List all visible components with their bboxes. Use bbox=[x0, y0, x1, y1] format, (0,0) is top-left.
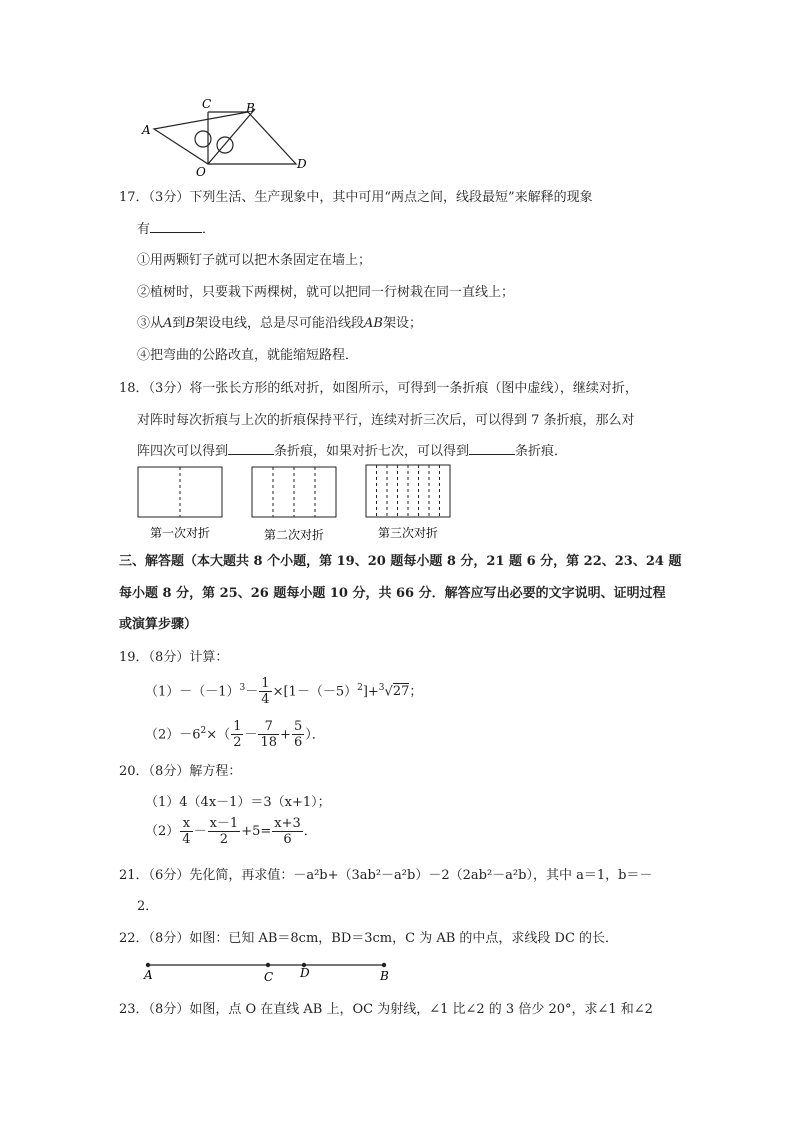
q22-label-b: B bbox=[380, 969, 389, 983]
q17-opt3-a: ③从 bbox=[137, 316, 164, 331]
q18-line1 bbox=[119, 377, 638, 396]
segment-ob bbox=[208, 109, 255, 164]
q17-number: 17．（3分） bbox=[119, 190, 190, 205]
figure-parallelogram bbox=[130, 94, 320, 179]
q19-part2 bbox=[145, 714, 325, 752]
q17-answer-blank[interactable] bbox=[150, 220, 202, 233]
q19-p1-num: 1 bbox=[261, 676, 270, 692]
q22-point-a bbox=[146, 963, 150, 967]
q20-header bbox=[119, 760, 241, 779]
label-b: B bbox=[246, 101, 255, 115]
q19-p2-n3: 5 bbox=[293, 719, 303, 735]
q17-text2a: 有 bbox=[137, 222, 151, 237]
q19-p1-mid: ×[1－（－5） bbox=[272, 684, 358, 700]
section3-heading-line1: 三、解答题（本大题共 8 个小题，第 19、20 题每小题 8 分，21 题 6 分，第 22、23、24 题 bbox=[119, 554, 682, 569]
q20-p2-mid: +5= bbox=[241, 824, 272, 839]
q19-part1 bbox=[145, 671, 422, 709]
q19-header bbox=[119, 646, 228, 665]
q22-segment-figure bbox=[138, 955, 398, 985]
label-d: D bbox=[297, 157, 307, 171]
q20-p2-fraction-3 bbox=[272, 816, 303, 847]
q19-p2-op2: + bbox=[280, 727, 291, 743]
q17-option-4: ④把弯曲的公路改直，就能缩短路程． bbox=[137, 348, 359, 363]
q20-p2-fraction-2 bbox=[208, 816, 241, 847]
q19-p2-d3: 6 bbox=[293, 735, 303, 751]
q20-p2-n3: x+3 bbox=[274, 816, 301, 831]
circle-left bbox=[195, 131, 211, 147]
q17-text1: 下列生活、生产现象中，其中可用“两点之间，线段最短”来解释的现象 bbox=[189, 190, 593, 205]
q17-option-1: ①用两颗钉子就可以把木条固定在墙上； bbox=[137, 253, 372, 268]
q17-opt3-b: 到 bbox=[172, 316, 186, 331]
q17-opt3-c: 架设电线，总是尽可能沿线段 bbox=[194, 316, 364, 331]
q19-p2-times: ×（ bbox=[206, 727, 231, 743]
q20-p2-n2: x－1 bbox=[209, 816, 239, 831]
q17-option-3 bbox=[137, 312, 422, 331]
q18-text3c: 条折痕． bbox=[515, 444, 568, 459]
q18-line3 bbox=[137, 440, 567, 459]
q19-p1-end: ； bbox=[409, 684, 423, 700]
q19-p2-op1: － bbox=[244, 727, 258, 743]
q19-p1-exp: 3 bbox=[239, 683, 246, 693]
q22-label-a: A bbox=[144, 968, 153, 982]
q23-line bbox=[119, 998, 653, 1017]
q19-p1-den: 4 bbox=[261, 692, 270, 708]
q17-line2 bbox=[137, 218, 215, 237]
q19-p2-end: ）． bbox=[305, 727, 325, 743]
q20-part2 bbox=[145, 815, 317, 849]
label-a: A bbox=[142, 123, 151, 137]
q20-p2-prefix: （2） bbox=[145, 824, 180, 839]
q18-line2: 对阵时每次折痕与上次的折痕保持平行，连续对折三次后，可以得到 7 条折痕，那么对 bbox=[137, 413, 635, 428]
q17-opt3-point-b: B bbox=[185, 316, 195, 331]
q17-option-2: ②植树时，只要栽下两棵树，就可以把同一行树栽在同一直线上； bbox=[137, 285, 515, 300]
q18-text3b: 条折痕，如果对折七次，可以得到 bbox=[274, 444, 470, 459]
q18-blank-2[interactable] bbox=[469, 442, 515, 455]
q19-p1-radicand: 27 bbox=[392, 684, 410, 700]
q20-title: 解方程： bbox=[189, 764, 242, 779]
q23-number: 23．（8分） bbox=[119, 1002, 190, 1017]
radical-sign: √ bbox=[384, 684, 393, 700]
q17-text2b: ． bbox=[202, 222, 216, 237]
q19-p2-n2: 7 bbox=[258, 719, 279, 735]
q19-p1-minus: － bbox=[245, 684, 259, 700]
label-c: C bbox=[202, 97, 212, 111]
q19-p2-prefix: （2）－6 bbox=[145, 727, 201, 743]
q18-blank-1[interactable] bbox=[228, 442, 274, 455]
q17-opt3-segment: AB bbox=[364, 316, 383, 331]
q17-opt3-point-a: A bbox=[163, 316, 173, 331]
q19-p1-close: ]+ bbox=[362, 684, 379, 700]
fold-figures bbox=[130, 463, 460, 543]
q19-p2-d1: 2 bbox=[233, 735, 242, 751]
q20-p2-end: ． bbox=[303, 824, 317, 839]
q22-line bbox=[119, 927, 618, 946]
q18-text1: 将一张长方形的纸对折，如图所示，可得到一条折痕（图中虚线），继续对折， bbox=[189, 381, 638, 396]
q20-p2-d1: 4 bbox=[182, 832, 191, 847]
q18-text3a: 阵四次可以得到 bbox=[137, 444, 229, 459]
q19-p2-fraction-1 bbox=[231, 719, 243, 750]
q19-p1-root-index: 3 bbox=[378, 683, 385, 693]
q21-line2: 2． bbox=[137, 899, 159, 914]
q22-label-d: D bbox=[300, 966, 310, 980]
q19-number: 19．（8分） bbox=[119, 650, 190, 665]
q22-point-b bbox=[382, 963, 386, 967]
parallelogram-shape bbox=[154, 112, 296, 164]
q21-number: 21．（6分） bbox=[119, 868, 190, 883]
fold-caption-1: 第一次对折 bbox=[150, 526, 211, 540]
q20-p2-d2: 2 bbox=[219, 832, 229, 847]
q19-p1-fraction bbox=[259, 676, 271, 707]
q23-text: 如图，点 O 在直线 AB 上，OC 为射线，∠1 比∠2 的 3 倍少 20°，求∠1 和∠2 bbox=[189, 1002, 653, 1017]
q20-p2-fraction-1 bbox=[180, 816, 192, 847]
q19-title: 计算： bbox=[189, 650, 229, 665]
q22-number: 22．（8分） bbox=[119, 931, 190, 946]
q18-number: 18．（3分） bbox=[119, 381, 190, 396]
q22-label-c: C bbox=[264, 970, 274, 984]
q19-p1-prefix: （1）－（－1） bbox=[145, 684, 240, 700]
q17-opt3-d: 架设； bbox=[382, 316, 422, 331]
fold-caption-2: 第二次对折 bbox=[264, 528, 325, 542]
q19-p2-exp: 2 bbox=[200, 726, 207, 736]
q17-line1 bbox=[119, 186, 593, 205]
q20-p2-d3: 6 bbox=[283, 832, 292, 847]
q22-point-c bbox=[266, 963, 270, 967]
fold-caption-3: 第三次对折 bbox=[378, 526, 439, 540]
q22-text: 如图：已知 AB＝8cm，BD＝3cm，C 为 AB 的中点，求线段 DC 的长． bbox=[189, 931, 619, 946]
q19-p2-fraction-2 bbox=[258, 719, 279, 750]
q20-number: 20．（8分） bbox=[119, 764, 190, 779]
q19-p1-exp2: 2 bbox=[357, 683, 363, 693]
q20-p2-op: － bbox=[193, 824, 207, 839]
q19-p2-n1: 1 bbox=[233, 719, 242, 735]
q19-p2-fraction-3 bbox=[292, 719, 304, 750]
q21-line1 bbox=[119, 864, 652, 883]
q21-text1: 先化简，再求值：－a²b+（3ab²－a²b）－2（2ab²－a²b），其中 a＝1，b＝－ bbox=[189, 868, 653, 883]
section3-heading-line2: 每小题 8 分，第 25、26 题每小题 10 分，共 66 分．解答应写出必要的文字说明、证明过程 bbox=[119, 586, 666, 601]
q20-part1: （1）4（4x－1）＝3（x+1）； bbox=[145, 795, 331, 810]
label-o: O bbox=[196, 165, 206, 179]
section3-heading-line3: 或演算步骤） bbox=[119, 617, 198, 632]
q19-p2-d2: 18 bbox=[260, 735, 278, 751]
q20-p2-n1: x bbox=[180, 816, 192, 832]
